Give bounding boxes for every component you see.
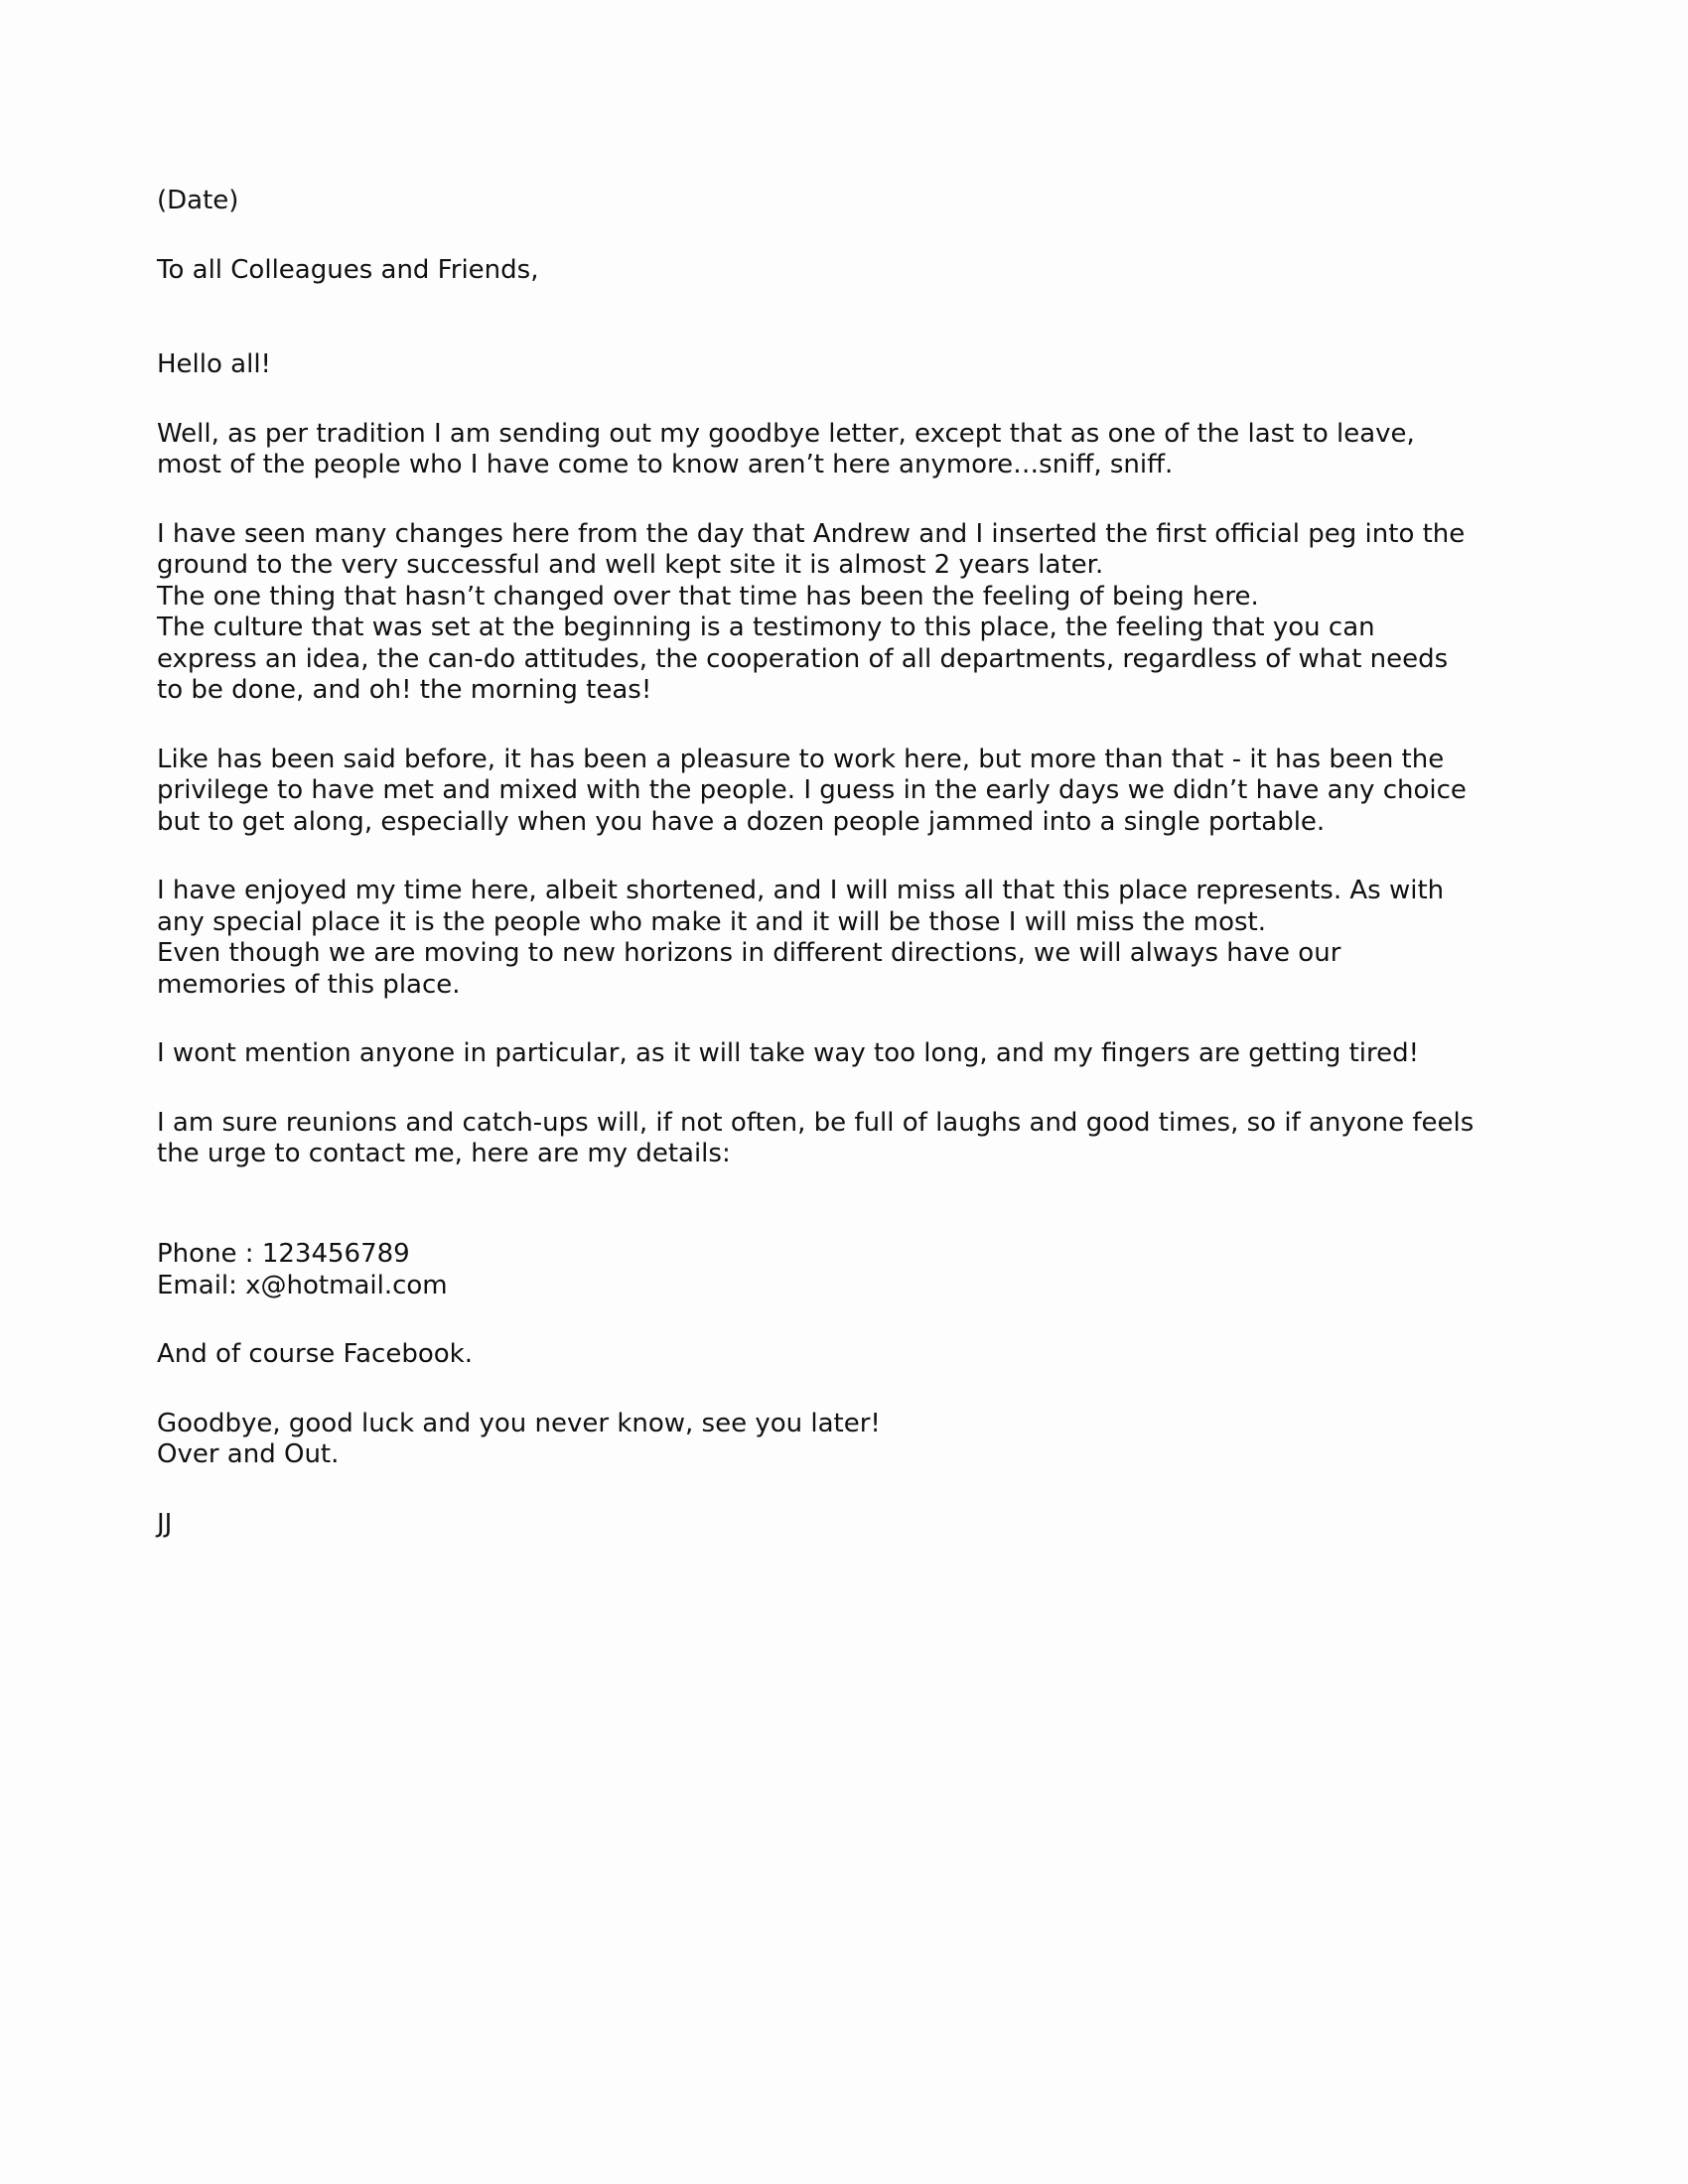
paragraph-tradition: Well, as per tradition I am sending out my goodbye letter, except that as one of the last to leave, most of the people who I have come to know aren’t here anymore…sniff, sniff.	[157, 418, 1415, 479]
letter-page	[157, 186, 1567, 1577]
contact-phone: Phone : 123456789	[157, 1239, 410, 1269]
contact-details	[157, 1208, 1567, 1302]
letter-greeting: Hello all!	[157, 349, 271, 379]
letter-date: (Date)	[157, 186, 239, 215]
paragraph-changes: I have seen many changes here from the day that Andrew and I inserted the first official peg into the ground to the very successful and well kept site it is almost 2 years later. The one thing that hasn’t changed over that time has been the feeling of being here. The culture that was set at the beginning is a testimony to this place, the feeling that you can express an idea, the can-do attitudes, the cooperation of all departments, regardless of what needs to be done, and oh! the morning teas!	[157, 518, 1466, 705]
contact-email: Email: x@hotmail.com	[157, 1270, 448, 1300]
paragraph-reunions: I am sure reunions and catch-ups will, if not often, be full of laughs and good times, so if anyone feels the urge to contact me, here are my details:	[157, 1107, 1475, 1168]
letter-signature: JJ	[157, 1508, 173, 1539]
paragraph-enjoyed: I have enjoyed my time here, albeit shortened, and I will miss all that this place represents. As with any special place it is the people who make it and it will be those I will miss the most. Even though we are moving to new horizons in different directions, we will always have our memories of this place.	[157, 876, 1445, 1000]
paragraph-pleasure: Like has been said before, it has been a pleasure to work here, but more than that - it has been the privilege to have met and mixed with the people. I guess in the early days we didn’t have any choice but to get along, especially when you have a dozen people jammed into a single portable.	[157, 744, 1467, 837]
facebook-note: And of course Facebook.	[157, 1339, 473, 1369]
letter-closing: Goodbye, good luck and you never know, see you later! Over and Out.	[157, 1408, 881, 1469]
letter-salutation: To all Colleagues and Friends,	[157, 254, 539, 285]
paragraph-mention: I wont mention anyone in particular, as it will take way too long, and my fingers are getting tired!	[157, 1038, 1420, 1068]
